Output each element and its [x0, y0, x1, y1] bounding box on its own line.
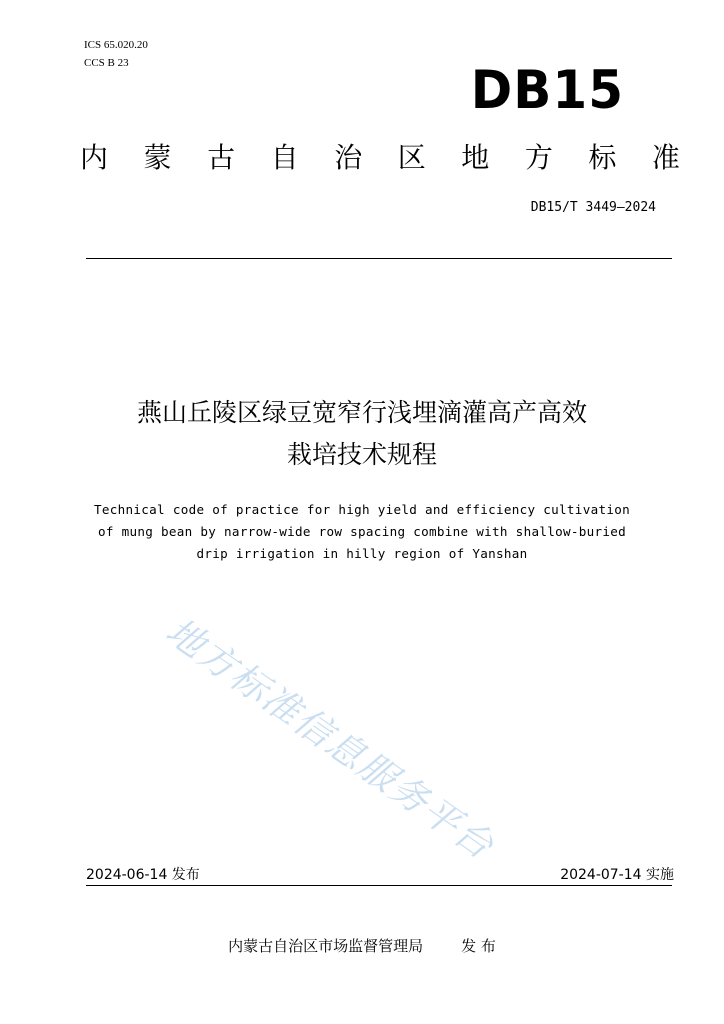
standard-type-char: 治 [334, 141, 363, 174]
issuer-name: 内蒙古自治区市场监督管理局 [228, 937, 424, 955]
issue-action: 发 布 [461, 937, 496, 955]
standard-type-char: 自 [270, 141, 299, 174]
english-title-line-2: of mung bean by narrow-wide row spacing combine with shallow-buried [97, 524, 627, 539]
standard-type-char: 区 [397, 141, 426, 174]
standard-type-char: 蒙 [143, 141, 172, 174]
ics-code: ICS 65.020.20 [84, 39, 148, 51]
standard-type-char: 内 [80, 141, 109, 174]
implement-date: 2024-07-14 实施 [560, 867, 674, 883]
issuing-authority [0, 935, 724, 956]
chinese-title-line-2: 栽培技术规程 [286, 440, 437, 469]
standard-type-char: 标 [588, 141, 617, 174]
standard-type-char: 古 [207, 141, 236, 174]
standard-type-char: 准 [651, 141, 680, 174]
ccs-code: CCS B 23 [84, 57, 129, 69]
db15-logo: DB15 [470, 59, 624, 121]
chinese-title [60, 392, 664, 476]
bottom-divider [86, 885, 672, 886]
standard-code: DB15/T 3449—2024 [530, 200, 656, 215]
english-title-line-1: Technical code of practice for high yield and efficiency cultivation [94, 502, 630, 517]
platform-watermark: 地方标准信息服务平台 [158, 609, 503, 869]
standard-type-char: 方 [524, 141, 553, 174]
publish-date: 2024-06-14 发布 [86, 867, 200, 883]
standard-type-char: 地 [461, 141, 490, 174]
english-title [60, 499, 664, 565]
standard-type-title [80, 140, 680, 176]
top-divider [86, 258, 672, 259]
classification-codes [84, 36, 148, 72]
chinese-title-line-1: 燕山丘陵区绿豆宽窄行浅埋滴灌高产高效 [136, 398, 587, 427]
english-title-line-3: drip irrigation in hilly region of Yanshan [196, 546, 528, 561]
